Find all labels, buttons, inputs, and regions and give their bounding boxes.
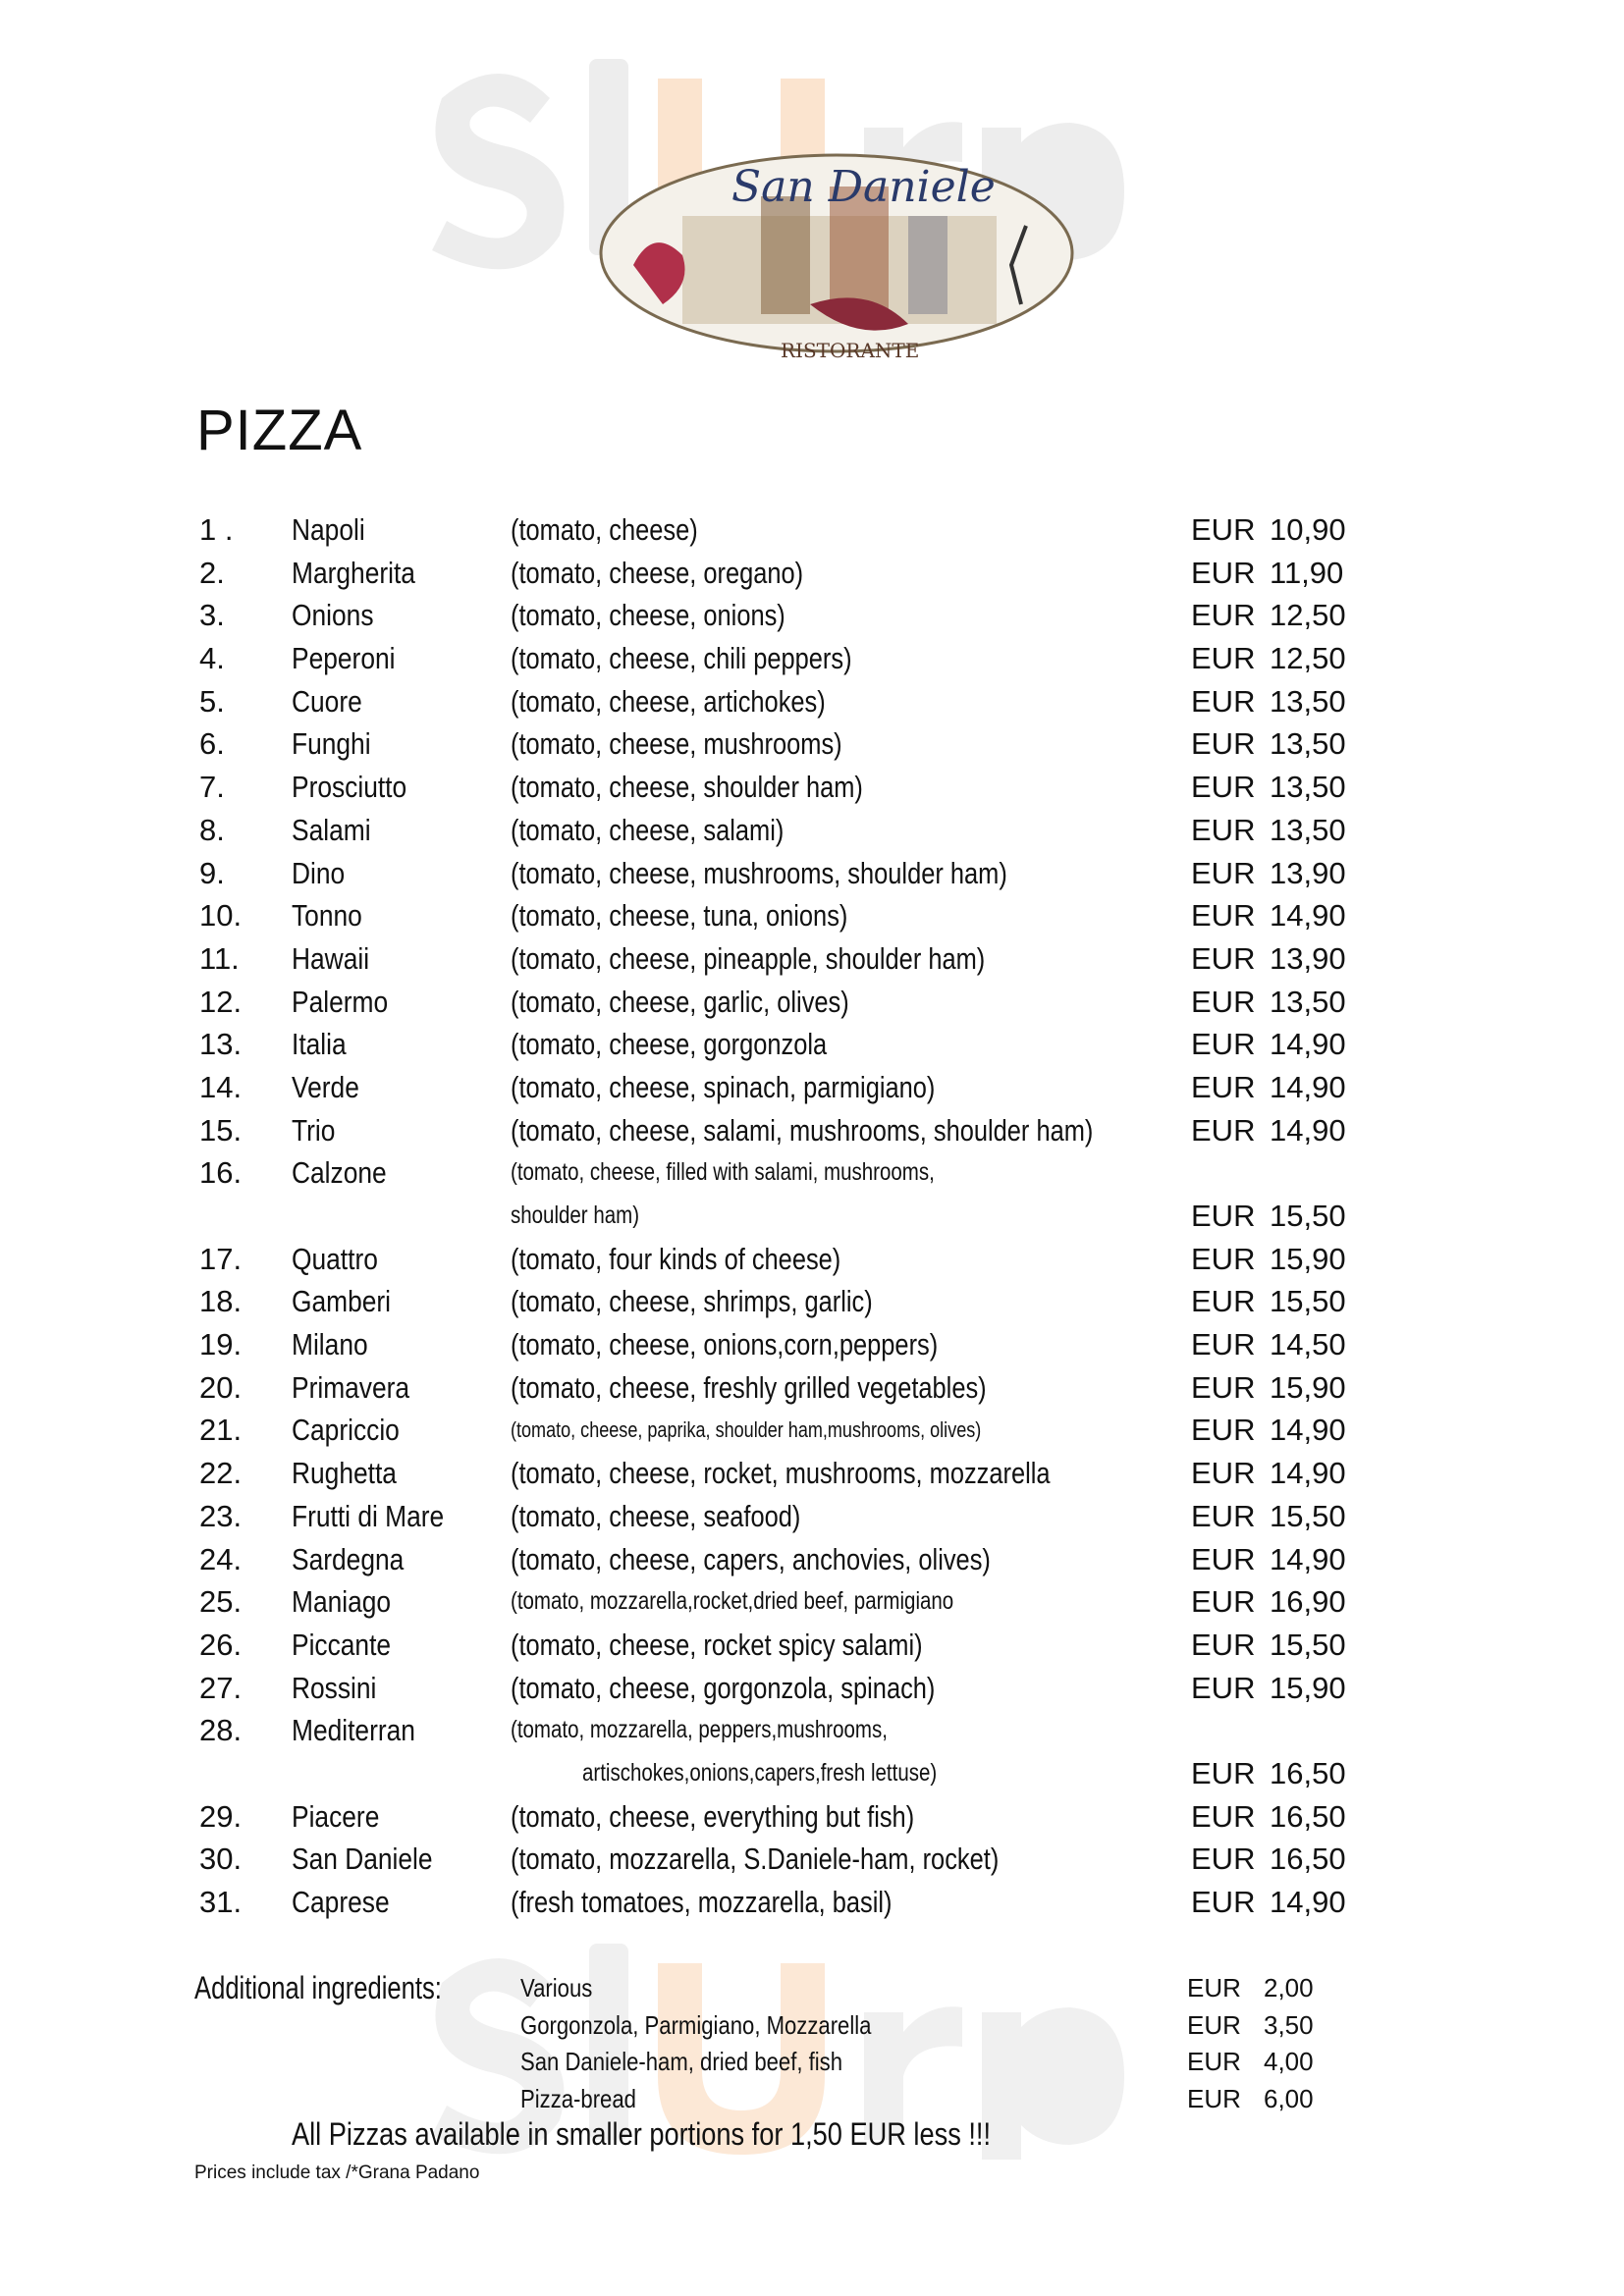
menu-item-row (0, 981, 1624, 1024)
extra-item-name: San Daniele-ham, dried beef, fish (520, 2047, 843, 2076)
item-number: 30. (199, 1842, 243, 1877)
item-name: Prosciutto (292, 770, 407, 805)
menu-item-row (0, 1838, 1624, 1881)
item-description: (tomato, cheese, gorgonzola (511, 1027, 828, 1062)
item-number: 7. (199, 770, 225, 805)
item-name: Piacere (292, 1798, 380, 1834)
item-description: (fresh tomatoes, mozzarella, basil) (511, 1885, 893, 1919)
menu-item-row (0, 1023, 1624, 1066)
item-name: Funghi (292, 726, 371, 762)
item-description: (tomato, cheese, seafood) (511, 1498, 801, 1533)
item-price: 14,90 (1270, 898, 1346, 934)
item-currency: EUR (1191, 1112, 1256, 1148)
extra-item-price: 2,00 (1264, 1973, 1314, 2002)
menu-item-row (0, 1452, 1624, 1495)
item-name: Piccante (292, 1627, 392, 1662)
item-name: Gamberi (292, 1284, 392, 1319)
menu-item-row (0, 552, 1624, 595)
menu-item-row (0, 1066, 1624, 1109)
item-price: 13,90 (1270, 855, 1346, 890)
item-name: Calzone (292, 1155, 387, 1191)
item-description: (tomato, cheese, everything but fish) (511, 1798, 915, 1834)
item-name: Verde (292, 1069, 359, 1104)
item-currency: EUR (1191, 1456, 1256, 1491)
menu-item-row (0, 1538, 1624, 1581)
menu-item-row (0, 1709, 1624, 1752)
item-currency: EUR (1191, 726, 1256, 762)
menu-item-row (0, 508, 1624, 552)
item-name: Capriccio (292, 1413, 400, 1448)
item-name: Mediterran (292, 1713, 415, 1748)
item-number: 4. (199, 641, 225, 676)
item-price: 14,90 (1270, 1112, 1346, 1148)
item-description: (tomato, cheese, chili peppers) (511, 641, 852, 676)
menu-item-row (0, 1495, 1624, 1538)
logo-subtitle: RISTORANTE (781, 339, 920, 362)
menu-item-row (0, 594, 1624, 637)
item-number: 24. (199, 1541, 243, 1576)
extra-item-name: Pizza-bread (520, 2083, 636, 2113)
menu-item-row (0, 1151, 1624, 1195)
item-currency: EUR (1191, 898, 1256, 934)
item-price: 12,50 (1270, 641, 1346, 676)
item-number: 25. (199, 1584, 243, 1620)
item-price: 10,90 (1270, 512, 1346, 547)
item-description: (tomato, cheese, tuna, onions) (511, 898, 848, 934)
item-description: shoulder ham) (511, 1201, 640, 1229)
item-number: 8. (199, 812, 225, 847)
menu-item-row (0, 1323, 1624, 1366)
item-price: 13,50 (1270, 683, 1346, 719)
item-price: 14,90 (1270, 1069, 1346, 1104)
item-currency: EUR (1191, 984, 1256, 1019)
extra-item-price: 6,00 (1264, 2083, 1314, 2113)
item-price: 14,90 (1270, 1885, 1346, 1919)
menu-item-row (0, 1667, 1624, 1710)
item-number: 23. (199, 1498, 243, 1533)
item-price: 14,50 (1270, 1327, 1346, 1362)
item-price: 16,90 (1270, 1584, 1346, 1620)
menu-item-row (0, 1795, 1624, 1839)
extra-item-price: 3,50 (1264, 2009, 1314, 2040)
item-description: (tomato, cheese) (511, 512, 698, 547)
menu-item-row (0, 637, 1624, 680)
extra-item-currency: EUR (1187, 2009, 1241, 2040)
item-description: (tomato, cheese, salami) (511, 812, 785, 847)
item-currency: EUR (1191, 1627, 1256, 1662)
extras-label: Additional ingredients: (194, 1970, 442, 2005)
item-price: 15,90 (1270, 1241, 1346, 1276)
item-currency: EUR (1191, 1413, 1256, 1448)
item-description: (tomato, four kinds of cheese) (511, 1241, 841, 1276)
item-price: 15,50 (1270, 1498, 1346, 1533)
menu-item-row (0, 1409, 1624, 1452)
item-name: Milano (292, 1327, 368, 1362)
item-number: 13. (199, 1027, 243, 1062)
item-currency: EUR (1191, 1327, 1256, 1362)
restaurant-logo (594, 147, 1080, 365)
item-description: (tomato, cheese, filled with salami, mushrooms, (511, 1158, 935, 1187)
item-name: Margherita (292, 555, 415, 590)
item-name: San Daniele (292, 1842, 433, 1877)
item-number: 5. (199, 683, 225, 719)
item-price: 16,50 (1270, 1755, 1346, 1790)
item-currency: EUR (1191, 1498, 1256, 1533)
item-number: 1 . (199, 512, 234, 547)
item-currency: EUR (1191, 1798, 1256, 1834)
item-description: (tomato, mozzarella, peppers,mushrooms, (511, 1716, 888, 1744)
item-currency: EUR (1191, 641, 1256, 676)
item-number: 16. (199, 1155, 243, 1191)
item-description: (tomato, cheese, freshly grilled vegetables) (511, 1369, 987, 1405)
item-price: 15,90 (1270, 1670, 1346, 1705)
item-number: 10. (199, 898, 243, 934)
menu-item-row (0, 1109, 1624, 1152)
logo-title: San Daniele (731, 162, 996, 212)
item-price: 15,50 (1270, 1284, 1346, 1319)
item-description: (tomato, cheese, spinach, parmigiano) (511, 1069, 936, 1104)
item-number: 20. (199, 1369, 243, 1405)
item-description: (tomato, cheese, onions) (511, 598, 785, 633)
item-price: 11,90 (1270, 555, 1344, 590)
smaller-portions-note: All Pizzas available in smaller portions for 1,50 EUR less !!! (292, 2116, 992, 2152)
item-name: Palermo (292, 984, 389, 1019)
pizza-menu-list (0, 508, 1624, 1924)
item-name: Tonno (292, 898, 362, 934)
item-number: 21. (199, 1413, 243, 1448)
item-name: Peperoni (292, 641, 396, 676)
item-currency: EUR (1191, 1842, 1256, 1877)
extra-item-name: Gorgonzola, Parmigiano, Mozzarella (520, 2009, 872, 2040)
item-name: Rughetta (292, 1456, 397, 1491)
item-name: Trio (292, 1112, 336, 1148)
menu-item-row (0, 680, 1624, 723)
item-currency: EUR (1191, 555, 1256, 590)
extra-item-price: 4,00 (1264, 2047, 1314, 2076)
item-description: (tomato, cheese, oregano) (511, 555, 804, 590)
page-title: PIZZA (196, 399, 363, 462)
extra-item-row (0, 2081, 1624, 2118)
item-currency: EUR (1191, 598, 1256, 633)
watermark-letter-s (432, 74, 564, 269)
menu-item-row (0, 809, 1624, 852)
item-description: (tomato, cheese, capers, anchovies, olives) (511, 1541, 991, 1576)
menu-item-row (0, 1624, 1624, 1667)
item-price: 15,50 (1270, 1627, 1346, 1662)
item-currency: EUR (1191, 1284, 1256, 1319)
item-number: 9. (199, 855, 225, 890)
item-price: 15,90 (1270, 1369, 1346, 1405)
menu-item-row (0, 1238, 1624, 1281)
item-description: (tomato, mozzarella,rocket,dried beef, parmigiano (511, 1587, 954, 1616)
item-description: artischokes,onions,capers,fresh lettuse) (582, 1758, 938, 1787)
item-description: (tomato, cheese, paprika, shoulder ham,mushrooms, olives) (511, 1417, 982, 1443)
item-description: (tomato, cheese, salami, mushrooms, shoulder ham) (511, 1112, 1094, 1148)
item-currency: EUR (1191, 1199, 1256, 1233)
menu-item-row (0, 1280, 1624, 1323)
item-price: 13,50 (1270, 812, 1346, 847)
item-number: 18. (199, 1284, 243, 1319)
extra-item-name: Various (520, 1973, 593, 2002)
item-description: (tomato, cheese, artichokes) (511, 683, 826, 719)
extra-item-row (0, 1970, 1624, 2007)
item-number: 28. (199, 1713, 243, 1748)
menu-item-row (0, 894, 1624, 937)
menu-item-row (0, 1195, 1624, 1238)
item-description: (tomato, cheese, shrimps, garlic) (511, 1284, 873, 1319)
item-currency: EUR (1191, 1369, 1256, 1405)
item-currency: EUR (1191, 1241, 1256, 1276)
extra-item-row (0, 2007, 1624, 2045)
item-number: 15. (199, 1112, 243, 1148)
menu-item-row (0, 766, 1624, 809)
item-price: 13,50 (1270, 726, 1346, 762)
item-currency: EUR (1191, 770, 1256, 805)
item-description: (tomato, cheese, pineapple, shoulder ham) (511, 940, 986, 976)
item-currency: EUR (1191, 1027, 1256, 1062)
item-name: Italia (292, 1027, 347, 1062)
item-number: 3. (199, 598, 225, 633)
item-price: 14,90 (1270, 1541, 1346, 1576)
item-description: (tomato, cheese, gorgonzola, spinach) (511, 1670, 936, 1705)
item-number: 29. (199, 1798, 243, 1834)
item-description: (tomato, cheese, mushrooms) (511, 726, 842, 762)
extra-item-currency: EUR (1187, 2083, 1241, 2113)
item-number: 12. (199, 984, 243, 1019)
item-name: Quattro (292, 1241, 378, 1276)
item-currency: EUR (1191, 1885, 1256, 1919)
menu-item-row (0, 1366, 1624, 1410)
item-name: Hawaii (292, 940, 370, 976)
menu-item-row (0, 852, 1624, 895)
item-name: Cuore (292, 683, 362, 719)
menu-item-row (0, 937, 1624, 981)
item-number: 17. (199, 1241, 243, 1276)
item-name: Salami (292, 812, 371, 847)
extra-item-currency: EUR (1187, 2047, 1241, 2076)
item-name: Frutti di Mare (292, 1498, 445, 1533)
item-number: 19. (199, 1327, 243, 1362)
item-description: (tomato, cheese, shoulder ham) (511, 770, 863, 805)
item-name: Primavera (292, 1369, 410, 1405)
item-description: (tomato, cheese, garlic, olives) (511, 984, 849, 1019)
item-currency: EUR (1191, 1584, 1256, 1620)
item-currency: EUR (1191, 940, 1256, 976)
item-number: 27. (199, 1670, 243, 1705)
item-name: Onions (292, 598, 374, 633)
item-currency: EUR (1191, 1755, 1256, 1790)
item-name: Napoli (292, 512, 365, 547)
tax-footnote: Prices include tax /*Grana Padano (194, 2163, 480, 2183)
menu-item-row (0, 1580, 1624, 1624)
item-name: Rossini (292, 1670, 377, 1705)
item-number: 14. (199, 1069, 243, 1104)
item-number: 26. (199, 1627, 243, 1662)
item-description: (tomato, mozzarella, S.Daniele-ham, rocket) (511, 1842, 1000, 1877)
item-number: 22. (199, 1456, 243, 1491)
item-currency: EUR (1191, 1069, 1256, 1104)
menu-item-row (0, 1752, 1624, 1795)
item-currency: EUR (1191, 1541, 1256, 1576)
item-currency: EUR (1191, 683, 1256, 719)
item-price: 16,50 (1270, 1842, 1346, 1877)
item-description: (tomato, cheese, onions,corn,peppers) (511, 1327, 939, 1362)
item-description: (tomato, cheese, mushrooms, shoulder ham) (511, 855, 1007, 890)
extra-item-row (0, 2044, 1624, 2081)
item-number: 11. (199, 940, 240, 976)
item-currency: EUR (1191, 1670, 1256, 1705)
item-currency: EUR (1191, 812, 1256, 847)
item-name: Caprese (292, 1885, 390, 1919)
item-name: Sardegna (292, 1541, 405, 1576)
item-price: 12,50 (1270, 598, 1346, 633)
item-number: 2. (199, 555, 225, 590)
item-price: 13,50 (1270, 770, 1346, 805)
menu-item-row (0, 1881, 1624, 1924)
item-price: 14,90 (1270, 1027, 1346, 1062)
item-price: 14,90 (1270, 1413, 1346, 1448)
item-description: (tomato, cheese, rocket, mushrooms, mozzarella (511, 1456, 1051, 1491)
item-number: 6. (199, 726, 225, 762)
item-currency: EUR (1191, 512, 1256, 547)
item-description: (tomato, cheese, rocket spicy salami) (511, 1627, 923, 1662)
item-price: 13,90 (1270, 940, 1346, 976)
item-name: Dino (292, 855, 346, 890)
item-price: 16,50 (1270, 1798, 1346, 1834)
additional-ingredients (0, 1970, 1624, 2117)
item-price: 14,90 (1270, 1456, 1346, 1491)
extra-item-currency: EUR (1187, 1973, 1241, 2002)
item-name: Maniago (292, 1584, 392, 1620)
item-price: 15,50 (1270, 1199, 1346, 1233)
item-number: 31. (199, 1885, 243, 1919)
item-price: 13,50 (1270, 984, 1346, 1019)
menu-item-row (0, 722, 1624, 766)
item-currency: EUR (1191, 855, 1256, 890)
